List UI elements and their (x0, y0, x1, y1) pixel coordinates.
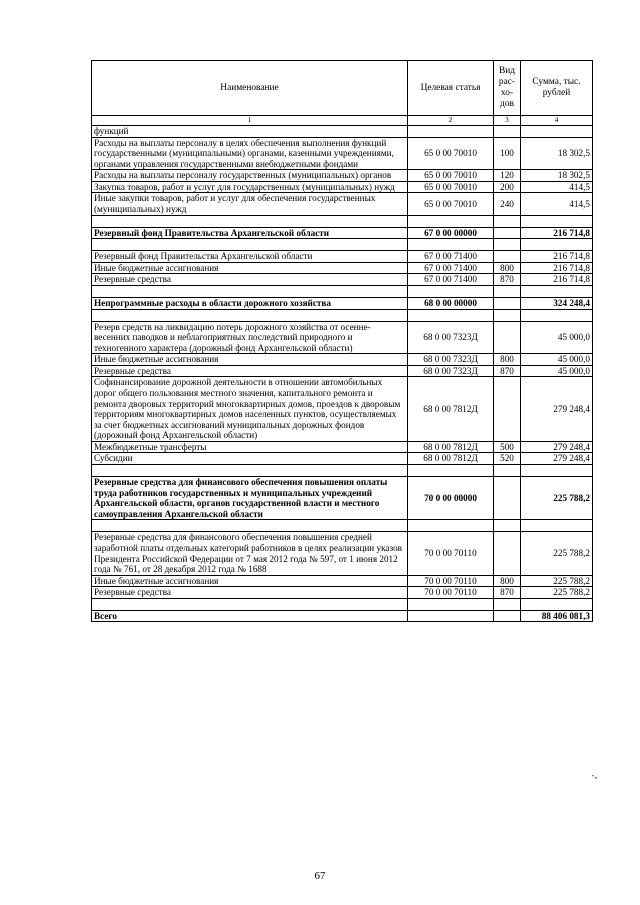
cell-expense-type: 870 (494, 274, 521, 286)
cell-name: Иные бюджетные ассигнования (92, 575, 408, 587)
table-row (92, 181, 593, 193)
cell-expense-type (494, 532, 521, 575)
section-total-row (92, 297, 593, 309)
empty-cell (521, 285, 593, 297)
cell-sum: 225 788,2 (521, 532, 593, 575)
table-row (92, 441, 593, 453)
empty-cell (92, 520, 408, 532)
cell-expense-type: 500 (494, 441, 521, 453)
table-row (92, 262, 593, 274)
empty-cell (408, 215, 494, 227)
empty-cell (92, 285, 408, 297)
cell-sum: 279 248,4 (521, 441, 593, 453)
cell-expense-type: 870 (494, 587, 521, 599)
cell-article: 65 0 00 70010 (408, 193, 494, 215)
spacer-row (92, 285, 593, 297)
cell-name: Резервные средства для финансового обеспечения повышения оплаты труда работников государственных и муниципальных учреждений Архангельской области, органов государственной власти и местного самоуправления Архангельской области (92, 477, 408, 520)
empty-cell (92, 309, 408, 321)
header-expense-type: Вид рас- хо- дов (494, 61, 521, 116)
budget-table (91, 60, 593, 622)
table-row (92, 193, 593, 215)
cell-expense-type: 240 (494, 193, 521, 215)
cell-name: Софинансирование дорожной деятельности в отношении автомобильных дорог общего пользования местного значения, капитального ремонта и ремонта дворовых территорий многоквартирных домов, проездов к дворовым территориям многоквартирных домов населенных пунктов, осуществляемых за счет бюджетных ассигнований муниципальных дорожных фондов (дорожный фонд Архангельской области) (92, 377, 408, 441)
empty-cell (408, 239, 494, 251)
cell-article: 67 0 00 71400 (408, 251, 494, 263)
cell-sum: 279 248,4 (521, 453, 593, 465)
column-number: 4 (521, 116, 593, 126)
cell-article: 65 0 00 70010 (408, 137, 494, 170)
cell-article: 70 0 00 70110 (408, 575, 494, 587)
spacer-row (92, 215, 593, 227)
cell-name: Расходы на выплаты персоналу в целях обеспечения выполнения функций государственными (муниципальными) органами, казенными учреждениями, органами управления государственными внебюджетными фондами (92, 137, 408, 170)
cell-sum: 225 788,2 (521, 477, 593, 520)
empty-cell (494, 285, 521, 297)
cell-name: Межбюджетные трансферты (92, 441, 408, 453)
cell-sum: 324 248,4 (521, 297, 593, 309)
closing-quote-mark: "» (592, 775, 598, 781)
spacer-row (92, 239, 593, 251)
cell-expense-type: 100 (494, 137, 521, 170)
empty-cell (521, 309, 593, 321)
cell-expense-type (494, 297, 521, 309)
table-row (92, 274, 593, 286)
empty-cell (494, 309, 521, 321)
cell-article: 67 0 00 71400 (408, 274, 494, 286)
cell-name: Резервный фонд Правительства Архангельской области (92, 227, 408, 239)
empty-cell (494, 215, 521, 227)
cell-expense-type: 800 (494, 575, 521, 587)
cell-sum: 216 714,8 (521, 251, 593, 263)
cell-expense-type (494, 610, 521, 622)
empty-cell (92, 598, 408, 610)
empty-cell (521, 520, 593, 532)
cell-sum (521, 126, 593, 138)
table-row (92, 170, 593, 182)
table-row (92, 532, 593, 575)
cell-expense-type: 800 (494, 354, 521, 366)
empty-cell (494, 465, 521, 477)
table-body (92, 126, 593, 622)
empty-cell (92, 239, 408, 251)
cell-sum: 45 000,0 (521, 321, 593, 354)
cell-name: Резервные средства (92, 365, 408, 377)
cell-article: 67 0 00 71400 (408, 262, 494, 274)
table-header-row (92, 61, 593, 116)
cell-name: Резерв средств на ликвидацию потерь дорожного хозяйства от осенне-весенних паводков и неблагоприятных последствий природного и техногенного характера (дорожный фонд Архангельской области) (92, 321, 408, 354)
cell-name: Иные закупки товаров, работ и услуг для обеспечения государственных (муниципальных) нужд (92, 193, 408, 215)
empty-cell (408, 309, 494, 321)
empty-cell (521, 215, 593, 227)
empty-cell (494, 239, 521, 251)
cell-article (408, 126, 494, 138)
table-row (92, 377, 593, 441)
cell-name: Расходы на выплаты персоналу государственных (муниципальных) органов (92, 170, 408, 182)
cell-expense-type (494, 377, 521, 441)
empty-cell (494, 520, 521, 532)
column-numbers-row (92, 116, 593, 126)
cell-expense-type: 800 (494, 262, 521, 274)
section-total-row (92, 610, 593, 622)
header-sum: Сумма, тыс. рублей (521, 61, 593, 116)
spacer-row (92, 309, 593, 321)
empty-cell (521, 465, 593, 477)
table-row (92, 251, 593, 263)
cell-sum: 88 406 081,3 (521, 610, 593, 622)
cell-name: Резервные средства (92, 587, 408, 599)
cell-name: Иные бюджетные ассигнования (92, 262, 408, 274)
cell-article: 70 0 00 00000 (408, 477, 494, 520)
cell-article: 65 0 00 70010 (408, 170, 494, 182)
empty-cell (494, 598, 521, 610)
empty-cell (408, 598, 494, 610)
cell-article: 68 0 00 7323Д (408, 354, 494, 366)
table-row (92, 365, 593, 377)
spacer-row (92, 465, 593, 477)
spacer-row (92, 598, 593, 610)
cell-name: Субсидии (92, 453, 408, 465)
cell-expense-type: 200 (494, 181, 521, 193)
cell-article: 68 0 00 7323Д (408, 365, 494, 377)
cell-sum: 225 788,2 (521, 575, 593, 587)
column-number: 1 (92, 116, 408, 126)
cell-name: Всего (92, 610, 408, 622)
header-article: Целевая статья (408, 61, 494, 116)
cell-name: Резервные средства для финансового обеспечения повышения средней заработной платы отдельных категорий работников в целях реализации указов Президента Российской Федерации от 7 мая 2012 года № 597, от 1 июня 2012 года № 761, от 28 декабря 2012 года № 1688 (92, 532, 408, 575)
cell-sum: 225 788,2 (521, 587, 593, 599)
cell-expense-type (494, 251, 521, 263)
cell-article: 65 0 00 70010 (408, 181, 494, 193)
table-row (92, 587, 593, 599)
cell-expense-type: 520 (494, 453, 521, 465)
cell-article: 68 0 00 7812Д (408, 377, 494, 441)
cell-name: Иные бюджетные ассигнования (92, 354, 408, 366)
table-row (92, 321, 593, 354)
empty-cell (521, 239, 593, 251)
empty-cell (521, 598, 593, 610)
cell-name: Непрограммные расходы в области дорожного хозяйства (92, 297, 408, 309)
spacer-row (92, 520, 593, 532)
empty-cell (408, 465, 494, 477)
cell-name: функций (92, 126, 408, 138)
cell-sum: 216 714,8 (521, 274, 593, 286)
cell-expense-type (494, 227, 521, 239)
cell-article: 70 0 00 70110 (408, 587, 494, 599)
cell-expense-type: 120 (494, 170, 521, 182)
section-total-row (92, 477, 593, 520)
header-name: Наименование (92, 61, 408, 116)
cell-article: 67 0 00 00000 (408, 227, 494, 239)
cell-sum: 45 000,0 (521, 354, 593, 366)
cell-sum: 414,5 (521, 181, 593, 193)
table-row (92, 137, 593, 170)
column-number: 2 (408, 116, 494, 126)
cell-expense-type (494, 126, 521, 138)
cell-sum: 216 714,8 (521, 262, 593, 274)
cell-sum: 279 248,4 (521, 377, 593, 441)
cell-sum: 45 000,0 (521, 365, 593, 377)
cell-sum: 18 302,5 (521, 170, 593, 182)
cell-expense-type (494, 321, 521, 354)
empty-cell (408, 285, 494, 297)
empty-cell (408, 520, 494, 532)
cell-article: 68 0 00 00000 (408, 297, 494, 309)
empty-cell (92, 465, 408, 477)
table-row (92, 354, 593, 366)
cell-sum: 414,5 (521, 193, 593, 215)
cell-name: Резервный фонд Правительства Архангельской области (92, 251, 408, 263)
cell-article: 68 0 00 7812Д (408, 441, 494, 453)
table-row (92, 575, 593, 587)
cell-article: 70 0 00 70110 (408, 532, 494, 575)
cell-article: 68 0 00 7323Д (408, 321, 494, 354)
empty-cell (92, 215, 408, 227)
cell-expense-type (494, 477, 521, 520)
section-total-row (92, 227, 593, 239)
cell-expense-type: 870 (494, 365, 521, 377)
cell-name: Закупка товаров, работ и услуг для государственных (муниципальных) нужд (92, 181, 408, 193)
cell-sum: 216 714,8 (521, 227, 593, 239)
cell-name: Резервные средства (92, 274, 408, 286)
table-row (92, 453, 593, 465)
cell-article: 68 0 00 7812Д (408, 453, 494, 465)
cell-article (408, 610, 494, 622)
page-number: 67 (314, 870, 326, 882)
column-number: 3 (494, 116, 521, 126)
table-row (92, 126, 593, 138)
cell-sum: 18 302,5 (521, 137, 593, 170)
